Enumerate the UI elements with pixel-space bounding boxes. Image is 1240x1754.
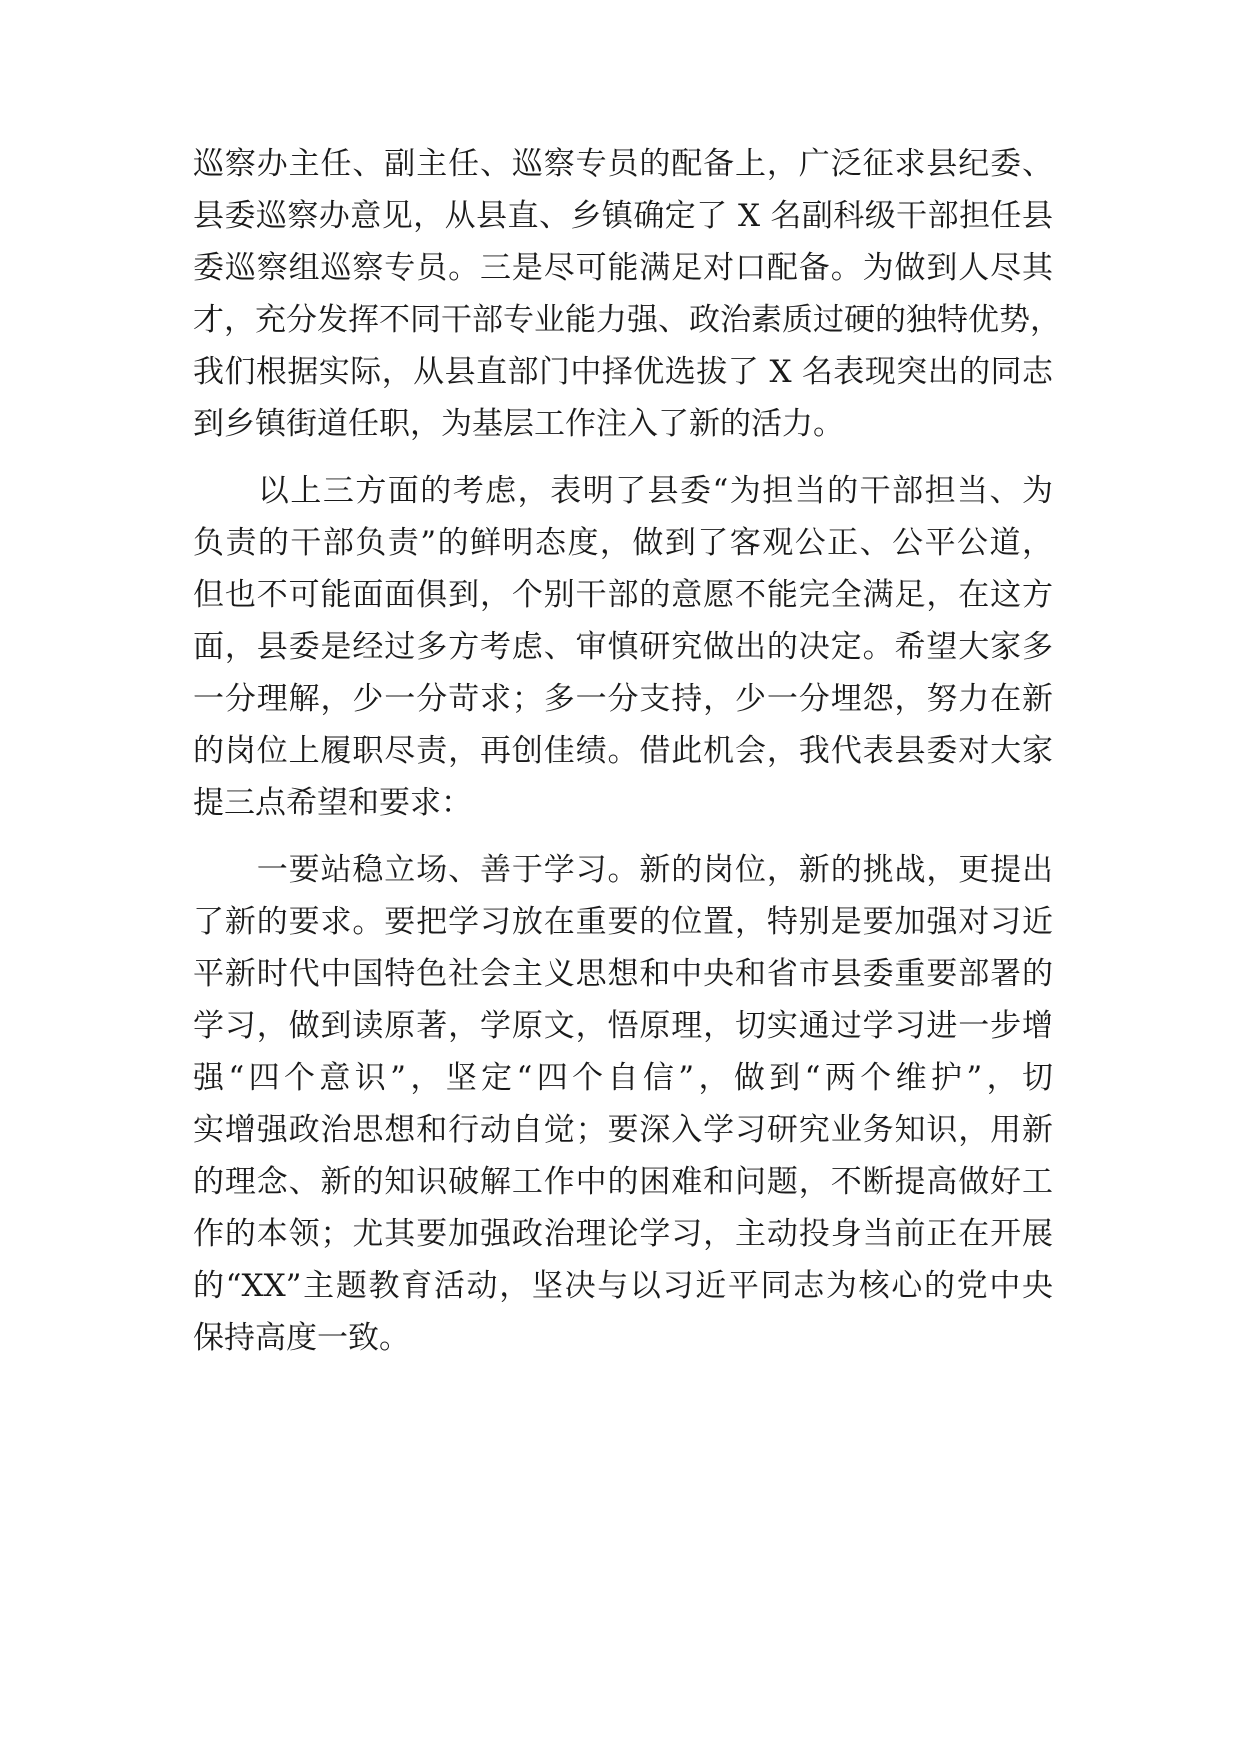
text-line: 作的本领；尤其要加强政治理论学习，主动投身当前正在开展 (193, 1216, 1053, 1252)
text-line: 一要站稳立场、善于学习。新的岗位，新的挑战，更提出 (193, 852, 1053, 888)
text-line: 学习，做到读原著，学原文，悟原理，切实通过学习进一步增 (193, 1008, 1053, 1044)
text-line: 实增强政治思想和行动自觉；要深入学习研究业务知识，用新 (193, 1112, 1053, 1148)
text-line: 负责的干部负责”的鲜明态度，做到了客观公正、公平公道， (193, 525, 1053, 561)
paragraph-3 (193, 844, 1053, 1364)
text-line: 的岗位上履职尽责，再创佳绩。借此机会，我代表县委对大家 (193, 733, 1053, 769)
text-line: 委巡察组巡察专员。三是尽可能满足对口配备。为做到人尽其 (193, 250, 1053, 286)
text-line: 我们根据实际，从县直部门中择优选拔了 X 名表现突出的同志 (193, 354, 1053, 390)
text-line: 的理念、新的知识破解工作中的困难和问题，不断提高做好工 (193, 1164, 1053, 1200)
paragraph-2 (193, 465, 1053, 829)
text-line: 县委巡察办意见，从县直、乡镇确定了 X 名副科级干部担任县 (193, 198, 1053, 234)
text-line: 了新的要求。要把学习放在重要的位置，特别是要加强对习近 (193, 904, 1053, 940)
text-line: 强“四个意识”，坚定“四个自信”，做到“两个维护”，切 (193, 1060, 1053, 1096)
text-line: 以上三方面的考虑，表明了县委“为担当的干部担当、为 (193, 473, 1053, 509)
text-line: 保持高度一致。 (193, 1320, 410, 1356)
text-line: 面，县委是经过多方考虑、审慎研究做出的决定。希望大家多 (193, 629, 1053, 665)
document-body (193, 138, 1061, 1364)
text-line: 巡察办主任、副主任、巡察专员的配备上，广泛征求县纪委、 (193, 146, 1053, 182)
text-line: 才，充分发挥不同干部专业能力强、政治素质过硬的独特优势， (193, 302, 1061, 338)
text-line: 到乡镇街道任职，为基层工作注入了新的活力。 (193, 406, 844, 442)
paragraph-1 (193, 138, 1061, 450)
text-line: 的“XX”主题教育活动，坚决与以习近平同志为核心的党中央 (193, 1268, 1053, 1304)
text-line: 但也不可能面面俱到，个别干部的意愿不能完全满足，在这方 (193, 577, 1053, 613)
text-line: 平新时代中国特色社会主义思想和中央和省市县委重要部署的 (193, 956, 1053, 992)
text-line: 提三点希望和要求： (193, 785, 472, 821)
text-line: 一分理解，少一分苛求；多一分支持，少一分埋怨，努力在新 (193, 681, 1053, 717)
